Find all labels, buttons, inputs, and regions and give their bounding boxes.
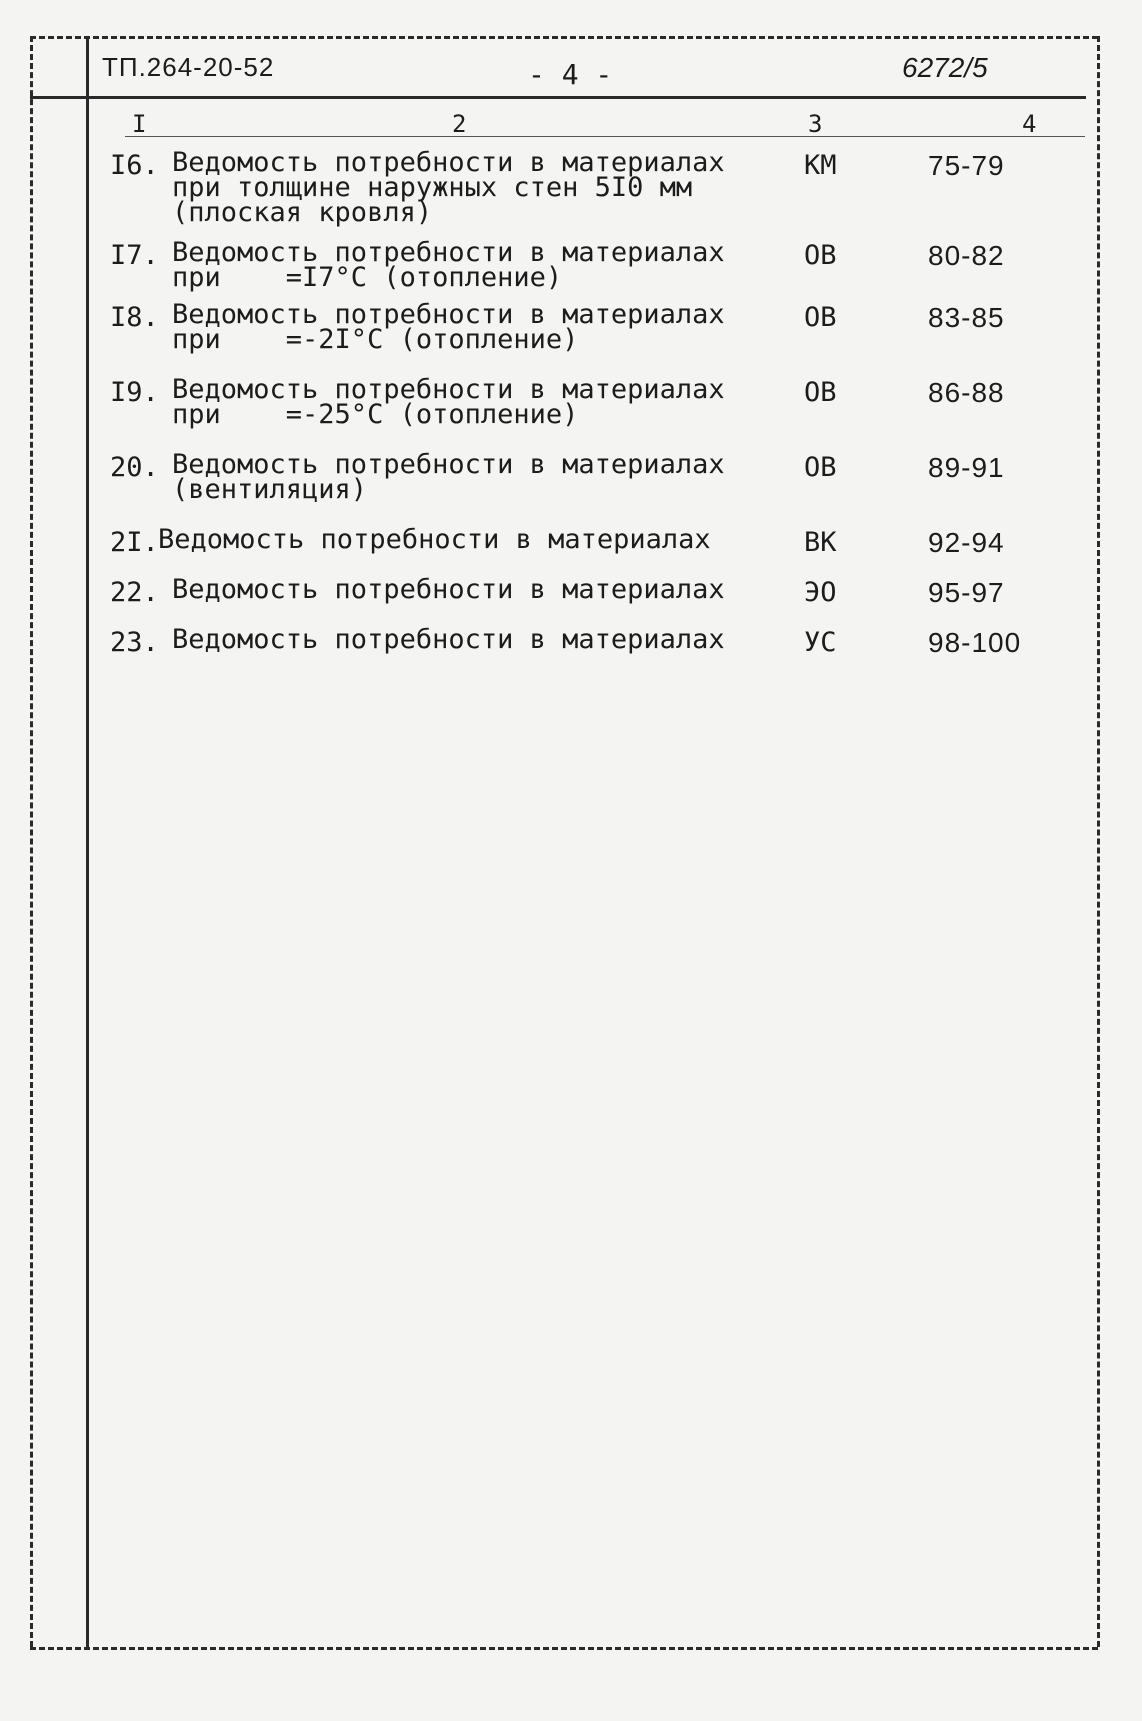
item-description: Ведомость потребности в материалах bbox=[158, 524, 711, 555]
item-pages: 86-88 bbox=[928, 377, 1005, 408]
item-number: 23. bbox=[110, 627, 159, 658]
document-code: ТП.264-20-52 bbox=[102, 52, 275, 82]
header-rule bbox=[30, 96, 1086, 99]
column-header-2: 2 bbox=[452, 110, 467, 138]
item-pages: 75-79 bbox=[928, 150, 1005, 181]
column-header-4: 4 bbox=[1022, 110, 1037, 138]
frame-bottom-border bbox=[30, 1647, 1098, 1650]
item-pages: 80-82 bbox=[928, 240, 1005, 271]
item-number: 2I. bbox=[110, 527, 159, 558]
item-section-code: ЭО bbox=[804, 577, 837, 608]
frame-top-border bbox=[30, 36, 1098, 39]
item-pages: 98-100 bbox=[928, 627, 1022, 658]
item-description: Ведомость потребности в материалах (вентиляция) bbox=[172, 449, 725, 505]
item-section-code: ВК bbox=[804, 527, 837, 558]
item-description: Ведомость потребности в материалах bbox=[172, 624, 725, 655]
frame-left-outer-border bbox=[30, 36, 33, 1647]
item-pages: 92-94 bbox=[928, 527, 1005, 558]
item-number: I7. bbox=[110, 240, 159, 271]
item-section-code: ОВ bbox=[804, 452, 837, 483]
album-number: 6272/5 bbox=[902, 52, 988, 83]
item-number: 20. bbox=[110, 452, 159, 483]
item-section-code: ОВ bbox=[804, 302, 837, 333]
frame-right-border bbox=[1097, 36, 1100, 1647]
item-pages: 83-85 bbox=[928, 302, 1005, 333]
item-description: Ведомость потребности в материалах bbox=[172, 574, 725, 605]
item-number: I9. bbox=[110, 377, 159, 408]
item-number: I6. bbox=[110, 150, 159, 181]
item-description: Ведомость потребности в материалах при =-25°С (отопление) bbox=[172, 374, 725, 430]
item-pages: 95-97 bbox=[928, 577, 1005, 608]
column-header-1: I bbox=[132, 110, 147, 138]
column-header-3: 3 bbox=[808, 110, 823, 138]
item-section-code: УС bbox=[804, 627, 837, 658]
item-number: 22. bbox=[110, 577, 159, 608]
item-section-code: ОВ bbox=[804, 240, 837, 271]
item-description: Ведомость потребности в материалах при толщине наружных стен 5I0 мм (плоская кровля) bbox=[172, 147, 725, 228]
item-section-code: ОВ bbox=[804, 377, 837, 408]
item-number: I8. bbox=[110, 302, 159, 333]
page-number: - 4 - bbox=[528, 58, 613, 91]
item-description: Ведомость потребности в материалах при =I7°С (отопление) bbox=[172, 237, 725, 293]
column-header-rule bbox=[125, 136, 1085, 137]
frame-left-inner-border bbox=[86, 36, 89, 1647]
item-description: Ведомость потребности в материалах при =-2I°С (отопление) bbox=[172, 299, 725, 355]
item-section-code: КМ bbox=[804, 150, 837, 181]
item-pages: 89-91 bbox=[928, 452, 1005, 483]
